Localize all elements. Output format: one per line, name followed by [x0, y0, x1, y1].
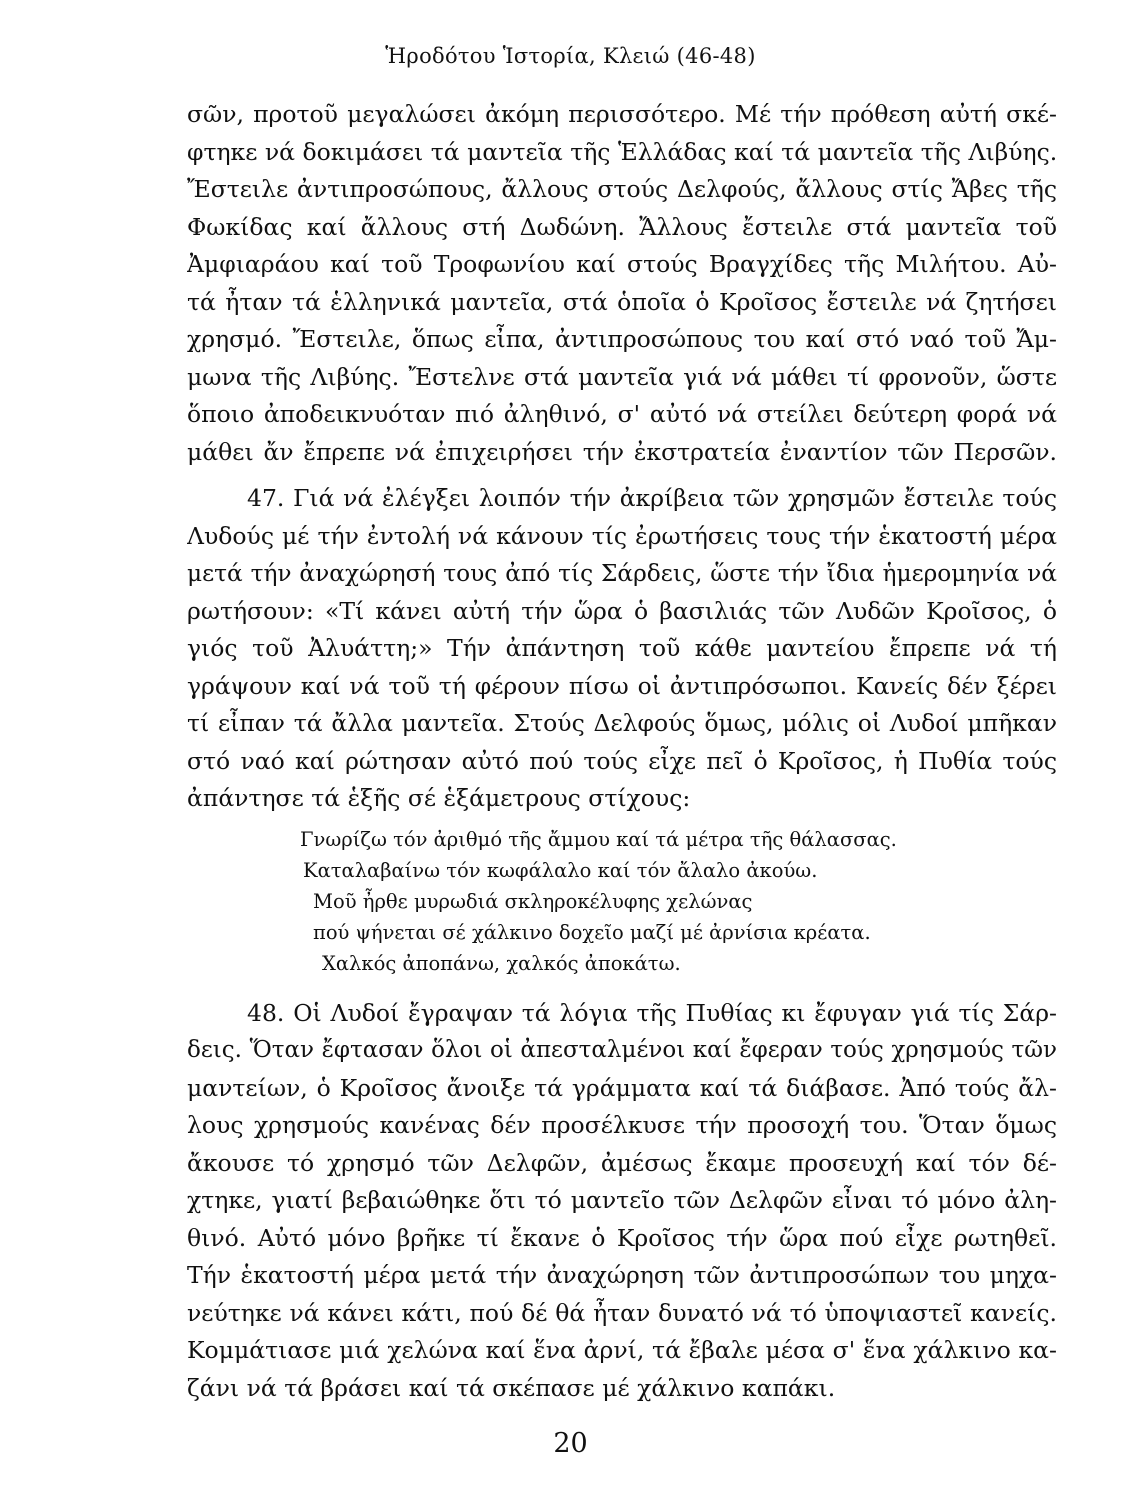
running-title: Ἡροδότου Ἱστορία, Κλειώ (46-48)	[385, 44, 756, 68]
text-line: τά ἦταν τά ἑλληνικά μαντεῖα, στά ὁποῖα ὁ Κροῖσος ἔστειλε νά ζητήσει	[187, 287, 1057, 316]
text-line: στό ναό καί ρώτησαν αὐτό πού τούς εἶχε πεῖ ὁ Κροῖσος, ἡ Πυθία τούς	[187, 746, 1057, 775]
text-line: χρησμό. Ἔστειλε, ὅπως εἶπα, ἀντιπροσώπους του καί στό ναό τοῦ Ἄμ-	[187, 325, 1057, 353]
paragraph-47	[187, 480, 1057, 818]
text-line: δεις. Ὅταν ἔφτασαν ὅλοι οἱ ἀπεσταλμένοι καί ἔφεραν τούς χρησμούς τῶν	[187, 1037, 1057, 1063]
text-line: σῶν, προτοῦ μεγαλώσει ἀκόμη περισσότερο. Μέ τήν πρόθεση αὐτή σκέ-	[187, 100, 1057, 128]
text-line: μωνα τῆς Λιβύης. Ἔστελνε στά μαντεῖα γιά νά μάθει τί φρονοῦν, ὥστε	[187, 362, 1057, 391]
text-line: τί εἶπαν τά ἄλλα μαντεῖα. Στούς Δελφούς ὅμως, μόλις οἱ Λυδοί μπῆκαν	[187, 709, 1057, 737]
text-line: Κομμάτιασε μιά χελώνα καί ἕνα ἀρνί, τά ἔβαλε μέσα σ' ἕνα χάλκινο κα-	[187, 1336, 1057, 1364]
text-line: ἄκουσε τό χρησμό τῶν Δελφῶν, ἀμέσως ἔκαμε προσευχή καί τόν δέ-	[187, 1148, 1057, 1177]
text-line: ἀπάντησε τά ἑξῆς σέ ἑξάμετρους στίχους:	[187, 784, 691, 812]
text-line: μαντείων, ὁ Κροῖσος ἄνοιξε τά γράμματα καί τά διάβασε. Ἀπό τούς ἄλ-	[187, 1073, 1057, 1102]
text-line: μάθει ἄν ἔπρεπε νά ἐπιχειρήσει τήν ἐκστρατεία ἐναντίον τῶν Περσῶν.	[187, 437, 1057, 466]
text-line: Λυδούς μέ τήν ἐντολή νά κάνουν τίς ἐρωτήσεις τους τήν ἑκατοστή μέρα	[187, 521, 1057, 550]
page-number: 20	[553, 1428, 588, 1459]
text-line: μετά τήν ἀναχώρησή τους ἀπό τίς Σάρδεις, ὥστε τήν ἴδια ἡμερομηνία νά	[187, 560, 1057, 587]
text-line: 47. Γιά νά ἐλέγξει λοιπόν τήν ἀκρίβεια τῶν χρησμῶν ἔστειλε τούς	[247, 484, 1057, 512]
text-line: φτηκε νά δοκιμάσει τά μαντεῖα τῆς Ἑλλάδας καί τά μαντεῖα τῆς Λιβύης.	[187, 137, 1057, 166]
verse-line: Γνωρίζω τόν ἀριθμό τῆς ἄμμου καί τά μέτρα τῆς θάλασσας.	[300, 827, 897, 851]
oracle-verse	[187, 824, 1057, 979]
text-line: γράψουν καί νά τοῦ τή φέρουν πίσω οἱ ἀντιπρόσωποι. Κανείς δέν ξέρει	[187, 671, 1057, 700]
verse-line: Χαλκός ἀποπάνω, χαλκός ἀποκάτω.	[322, 951, 681, 975]
paragraph-46	[187, 96, 1057, 471]
text-line: λους χρησμούς κανένας δέν προσέλκυσε τήν προσοχή του. Ὅταν ὅμως	[187, 1111, 1057, 1139]
text-line: ζάνι νά τά βράσει καί τά σκέπασε μέ χάλκινο καπάκι.	[187, 1373, 836, 1402]
text-line: χτηκε, γιατί βεβαιώθηκε ὅτι τό μαντεῖο τῶν Δελφῶν εἶναι τό μόνο ἀλη-	[187, 1186, 1057, 1214]
text-line: Φωκίδας καί ἄλλους στή Δωδώνη. Ἄλλους ἔστειλε στά μαντεῖα τοῦ	[187, 212, 1057, 241]
text-line: Ἔστειλε ἀντιπροσώπους, ἄλλους στούς Δελφούς, ἄλλους στίς Ἄβες τῆς	[187, 175, 1057, 203]
text-line: 48. Οἱ Λυδοί ἔγραψαν τά λόγια τῆς Πυθίας κι ἔφυγαν γιά τίς Σάρ-	[247, 998, 1057, 1027]
verse-line: Καταλαβαίνω τόν κωφάλαλο καί τόν ἄλαλο ἀκούω.	[303, 858, 818, 882]
paragraph-48	[187, 995, 1057, 1408]
text-line: νεύτηκε νά κάνει κάτι, πού δέ θά ἦταν δυνατό νά τό ὑποψιαστεῖ κανείς.	[187, 1298, 1057, 1327]
main-text	[187, 96, 1057, 1407]
verse-line: Μοῦ ἦρθε μυρωδιά σκληροκέλυφης χελώνας	[313, 889, 753, 913]
text-line: Τήν ἑκατοστή μέρα μετά τήν ἀναχώρηση τῶν ἀντιπροσώπων του μηχα-	[187, 1261, 1057, 1289]
text-line: Ἀμφιαράου καί τοῦ Τροφωνίου καί στούς Βραγχίδες τῆς Μιλήτου. Αὐ-	[187, 250, 1057, 278]
verse-line: πού ψήνεται σέ χάλκινο δοχεῖο μαζί μέ ἀρνίσια κρέατα.	[313, 920, 871, 944]
text-line: θινό. Αὐτό μόνο βρῆκε τί ἔκανε ὁ Κροῖσος τήν ὥρα πού εἶχε ρωτηθεῖ.	[187, 1223, 1057, 1252]
text-line: γιός τοῦ Ἀλυάττη;» Τήν ἀπάντηση τοῦ κάθε μαντείου ἔπρεπε νά τή	[187, 634, 1057, 662]
text-line: ρωτήσουν: «Τί κάνει αὐτή τήν ὥρα ὁ βασιλιάς τῶν Λυδῶν Κροῖσος, ὁ	[187, 596, 1057, 625]
text-line: ὅποιο ἀποδεικνυόταν πιό ἀληθινό, σ' αὐτό νά στείλει δεύτερη φορά νά	[187, 400, 1057, 428]
